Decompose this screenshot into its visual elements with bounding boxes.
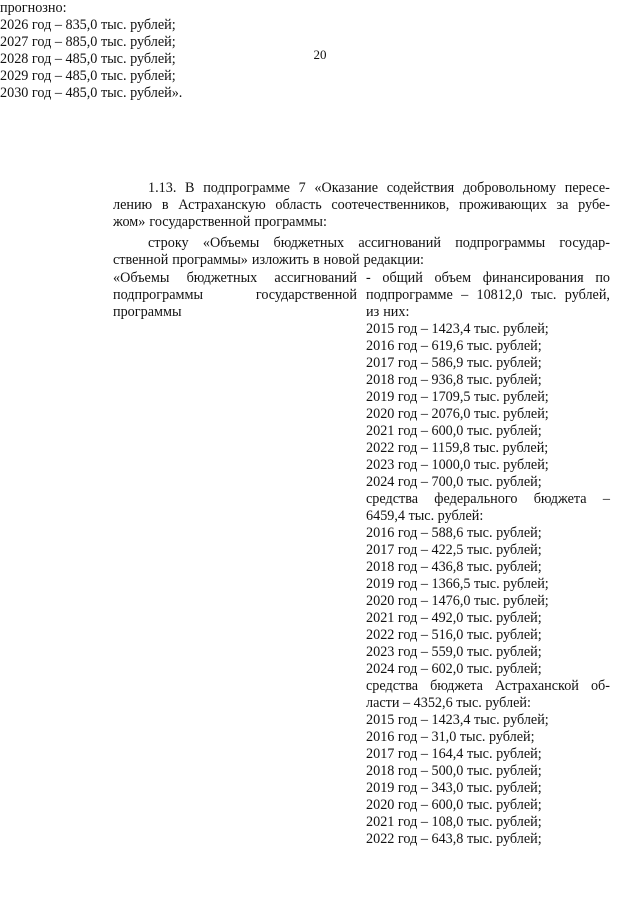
text-line: 2016 год – 619,6 тыс. рублей; (366, 338, 542, 354)
word: пересе- (564, 180, 610, 196)
text-line: 2018 год – 936,8 тыс. рублей; (366, 372, 542, 388)
word: 1.13. (148, 180, 177, 196)
word: федерального (434, 491, 518, 507)
text-line: 2019 год – 343,0 тыс. рублей; (366, 780, 542, 796)
text-line: 2017 год – 164,4 тыс. рублей; (366, 746, 542, 762)
word: - (366, 270, 371, 286)
text-line: 2023 год – 1000,0 тыс. рублей; (366, 457, 549, 473)
word: подпрограмме (366, 287, 453, 303)
word: программы: (254, 214, 327, 230)
word: бюджета (430, 678, 483, 694)
word: об- (590, 678, 610, 694)
word: объем (434, 270, 472, 286)
word: государственной (149, 214, 251, 230)
text-line: 2022 год – 516,0 тыс. рублей; (366, 627, 542, 643)
text-line (113, 304, 357, 321)
word: ассигнований (274, 270, 357, 286)
word: область (275, 197, 322, 213)
text-line (366, 304, 610, 321)
word: средства (366, 491, 419, 507)
word: государственной (255, 287, 357, 303)
text-line: 2023 год – 559,0 тыс. рублей; (366, 644, 542, 660)
text-line: 2030 год – 485,0 тыс. рублей». (0, 85, 183, 101)
word: ласти – 4352,6 тыс. рублей: (366, 695, 531, 711)
text-line: 2024 год – 700,0 тыс. рублей; (366, 474, 542, 490)
table-left-cell (113, 270, 357, 321)
word: средства (366, 678, 419, 694)
text-line (113, 197, 610, 214)
word: «Объемы (202, 235, 260, 251)
word: подпрограммы (455, 235, 546, 251)
text-line: 2021 год – 492,0 тыс. рублей; (366, 610, 542, 626)
table-right-cell (366, 270, 610, 848)
word: лению (113, 197, 153, 213)
text-line: 2018 год – 500,0 тыс. рублей; (366, 763, 542, 779)
text-line: 2022 год – 643,8 тыс. рублей; (366, 831, 542, 847)
text-line (366, 287, 610, 304)
word: проживающих (459, 197, 547, 213)
word: рубе- (578, 197, 610, 213)
word: за (556, 197, 569, 213)
text-line (113, 252, 610, 269)
text-line (113, 214, 610, 231)
text-line: 2020 год – 600,0 тыс. рублей; (366, 797, 542, 813)
text-line: 2017 год – 586,9 тыс. рублей; (366, 355, 542, 371)
word: бюджетных (273, 235, 345, 251)
text-line: 2021 год – 600,0 тыс. рублей; (366, 423, 542, 439)
text-line (366, 678, 610, 695)
word: ассигнований (358, 235, 441, 251)
text-line (366, 695, 610, 712)
text-line: 2021 год – 108,0 тыс. рублей; (366, 814, 542, 830)
text-line: 2018 год – 436,8 тыс. рублей; (366, 559, 542, 575)
text-line: 2016 год – 588,6 тыс. рублей; (366, 525, 542, 541)
word: подпрограмме (203, 180, 290, 196)
word: общий (382, 270, 423, 286)
word: государ- (559, 235, 610, 251)
word: добровольному (462, 180, 557, 196)
word: 10812,0 (476, 287, 523, 303)
word: Астраханской (495, 678, 579, 694)
text-line: 2015 год – 1423,4 тыс. рублей; (366, 712, 549, 728)
word: изложить (251, 252, 309, 268)
word: ственной (113, 252, 169, 268)
word: в (312, 252, 320, 268)
text-line: 2020 год – 1476,0 тыс. рублей; (366, 593, 549, 609)
word: жом» (113, 214, 146, 230)
word: подпрограммы (113, 287, 203, 303)
word: соотечественников, (331, 197, 450, 213)
text-line: 2024 год – 602,0 тыс. рублей; (366, 661, 542, 677)
word: редакции: (363, 252, 424, 268)
text-line (113, 235, 610, 252)
word: «Оказание (314, 180, 379, 196)
word: программы» (172, 252, 248, 268)
text-line: 2016 год – 31,0 тыс. рублей; (366, 729, 535, 745)
word: Астраханскую (178, 197, 266, 213)
text-line: 2019 год – 1709,5 тыс. рублей; (366, 389, 549, 405)
text-line (366, 270, 610, 287)
text-line: прогнозно: (0, 0, 67, 16)
text-line: 2029 год – 485,0 тыс. рублей; (0, 68, 176, 84)
word: них: (383, 304, 410, 320)
word: содействия (386, 180, 455, 196)
word: – (602, 491, 610, 507)
word: «Объемы (113, 270, 170, 286)
paragraph-1-13 (113, 180, 610, 231)
word: тыс. (530, 287, 557, 303)
word: из (366, 304, 380, 320)
word: бюджета (533, 491, 587, 507)
word: по (595, 270, 610, 286)
word: в (161, 197, 169, 213)
word: рублей, (564, 287, 610, 303)
text-line (113, 287, 357, 304)
text-line: 2028 год – 485,0 тыс. рублей; (0, 51, 176, 67)
paragraph-replace-row (113, 235, 610, 269)
word: новой (323, 252, 360, 268)
text-line: 2019 год – 1366,5 тыс. рублей; (366, 576, 549, 592)
text-line: 2020 год – 2076,0 тыс. рублей; (366, 406, 549, 422)
page-number: 20 (313, 47, 327, 62)
text-line (113, 270, 357, 287)
word: строку (148, 235, 189, 251)
text-line: 2022 год – 1159,8 тыс. рублей; (366, 440, 549, 456)
word: – (461, 287, 469, 303)
word: 7 (298, 180, 306, 196)
text-line: 2015 год – 1423,4 тыс. рублей; (366, 321, 549, 337)
word: 6459,4 тыс. рублей: (366, 508, 484, 524)
text-line: 2027 год – 885,0 тыс. рублей; (0, 34, 176, 50)
text-line (366, 491, 610, 508)
word: В (185, 180, 195, 196)
word: бюджетных (186, 270, 258, 286)
text-line: 2017 год – 422,5 тыс. рублей; (366, 542, 542, 558)
text-line: 2026 год – 835,0 тыс. рублей; (0, 17, 176, 33)
text-line (366, 508, 610, 525)
word: финансирования (482, 270, 584, 286)
word: программы (113, 304, 182, 320)
text-line (113, 180, 610, 197)
